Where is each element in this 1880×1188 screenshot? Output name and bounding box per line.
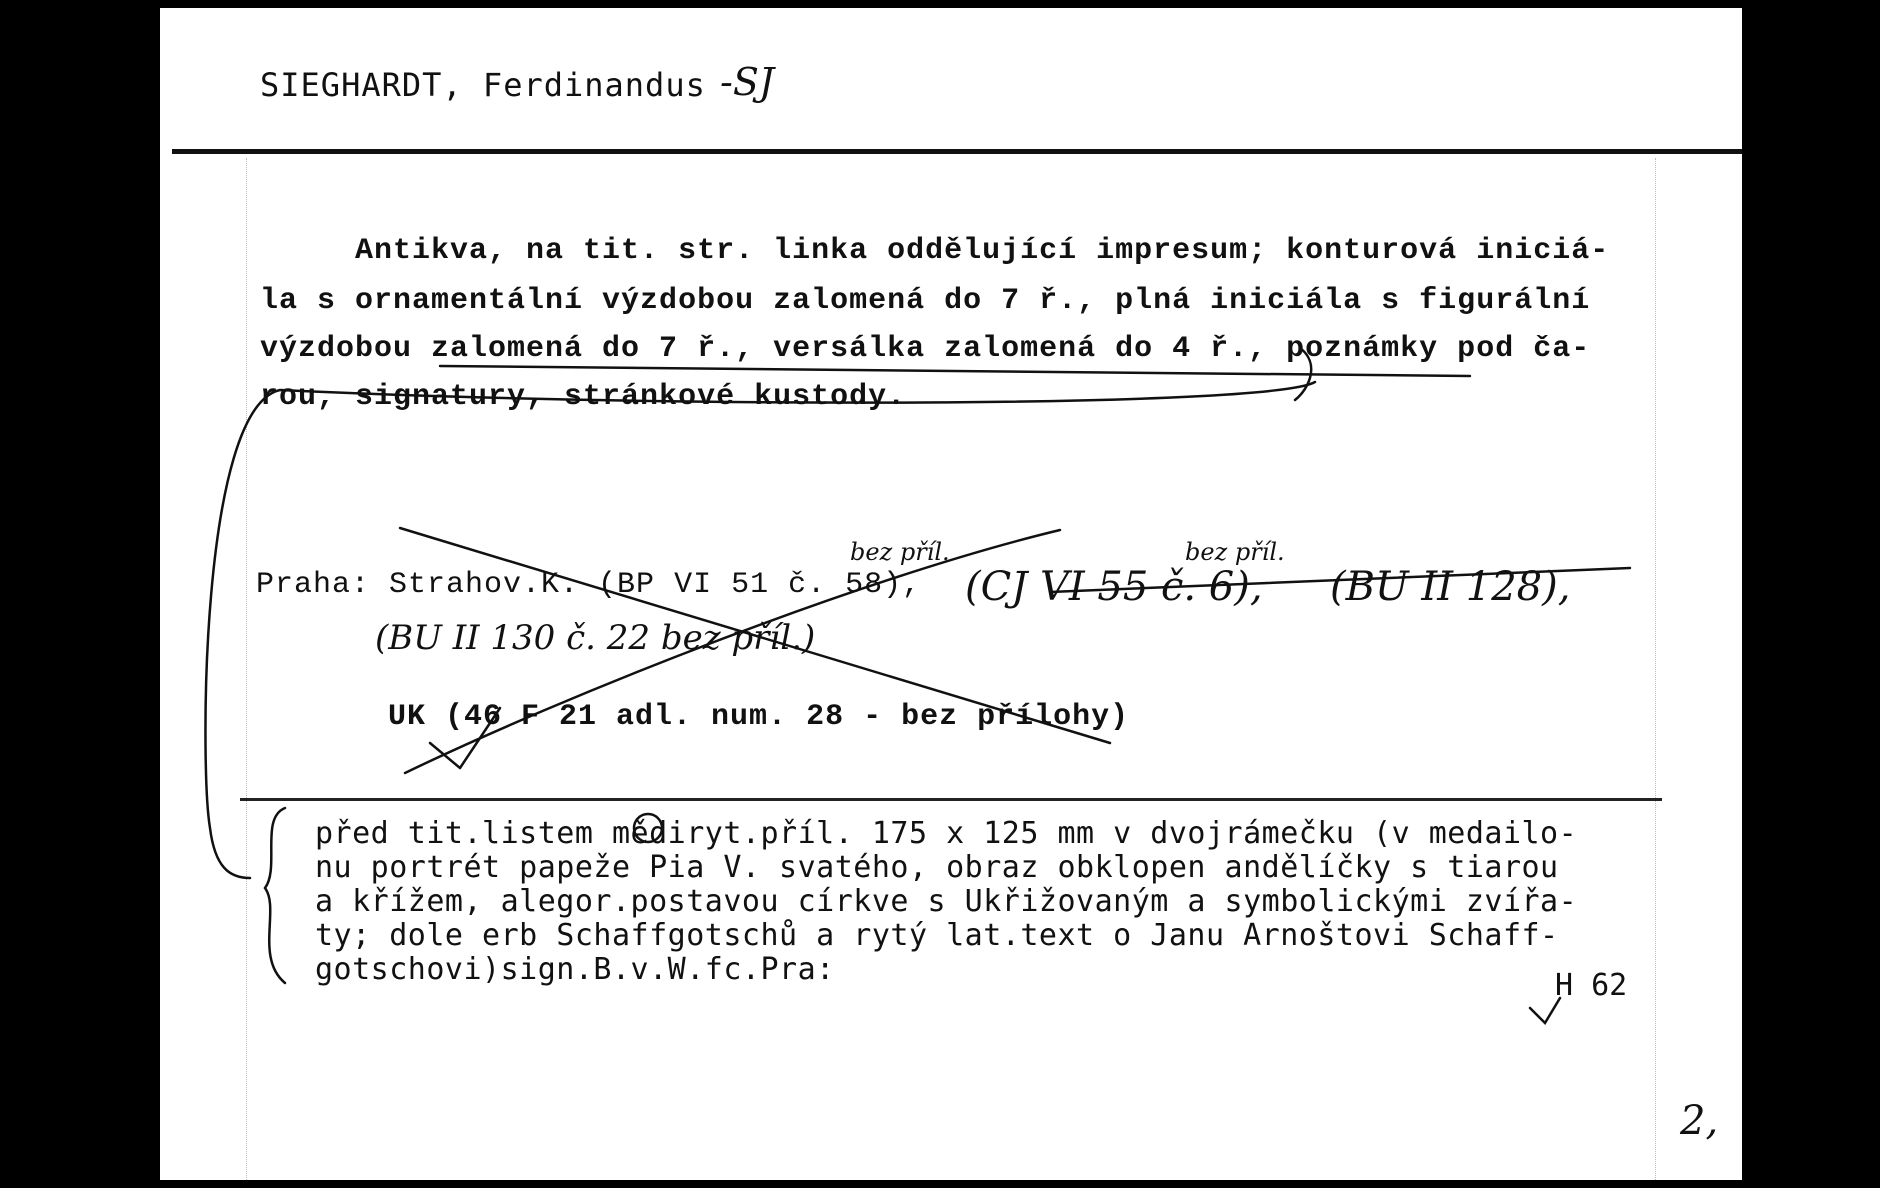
circle-mark bbox=[634, 814, 662, 842]
note-brace bbox=[265, 808, 285, 983]
shelf-mark: H 62 bbox=[1555, 968, 1628, 1003]
description-line-2: la s ornamentální výzdobou zalomená do 7 ř., plná iniciála s figurální bbox=[260, 284, 1591, 318]
title-annotation: -SJ bbox=[720, 60, 775, 104]
holdings-hand-bu130: (BU II 130 č. 22 bez příl.) bbox=[375, 618, 816, 658]
note-line-4: ty; dole erb Schaffgotschů a rytý lat.text o Janu Arnoštovi Schaff- bbox=[315, 918, 1559, 953]
card-title: SIEGHARDT, Ferdinandus bbox=[260, 66, 706, 104]
catalog-card bbox=[160, 8, 1742, 1180]
cross-out-stroke-2 bbox=[405, 530, 1060, 773]
cross-out-stroke-1 bbox=[400, 528, 1110, 743]
holdings-hand-cj: (CJ VI 55 č. 6), bbox=[965, 564, 1263, 610]
strikethrough bbox=[1050, 568, 1630, 592]
holdings-praha: Praha: Strahov.K. (BP VI 51 č. 58), bbox=[256, 568, 922, 602]
note-line-5: gotschovi)sign.B.v.W.fc.Pra: bbox=[315, 952, 835, 987]
description-line-1: Antikva, na tit. str. linka oddělující impresum; konturová iniciá- bbox=[260, 234, 1610, 268]
description-line-3: výzdobou zalomená do 7 ř., versálka zalomená do 4 ř., poznámky pod ča- bbox=[260, 332, 1591, 366]
underline-zalomena bbox=[440, 366, 1470, 376]
description-line-4: rou, signatury, stránkové kustody. bbox=[260, 380, 907, 414]
holdings-hand-bu128: (BU II 128), bbox=[1330, 564, 1571, 610]
note-line-3: a křížem, alegor.postavou církve s Ukřižovaným a symbolickými zvířa- bbox=[315, 884, 1578, 919]
note-line-2: nu portrét papeže Pia V. svatého, obraz obklopen andělíčky s tiarou bbox=[315, 850, 1559, 885]
insertion-bracket bbox=[205, 382, 1315, 878]
holdings-uk: UK (46 F 21 adl. num. 28 - bez přílohy) bbox=[388, 700, 1130, 734]
handwritten-marks bbox=[160, 8, 1742, 1180]
page-number: 2, bbox=[1680, 1098, 1719, 1144]
cross-out-check bbox=[430, 708, 500, 768]
holdings-hand-note-b: bez příl. bbox=[1185, 538, 1285, 566]
holdings-hand-note-a: bez příl. bbox=[850, 538, 950, 566]
note-line-1: před tit.listem mědiryt.příl. 175 x 125 mm v dvojrámečku (v medailo- bbox=[315, 816, 1578, 851]
tick-mark bbox=[1530, 998, 1560, 1023]
